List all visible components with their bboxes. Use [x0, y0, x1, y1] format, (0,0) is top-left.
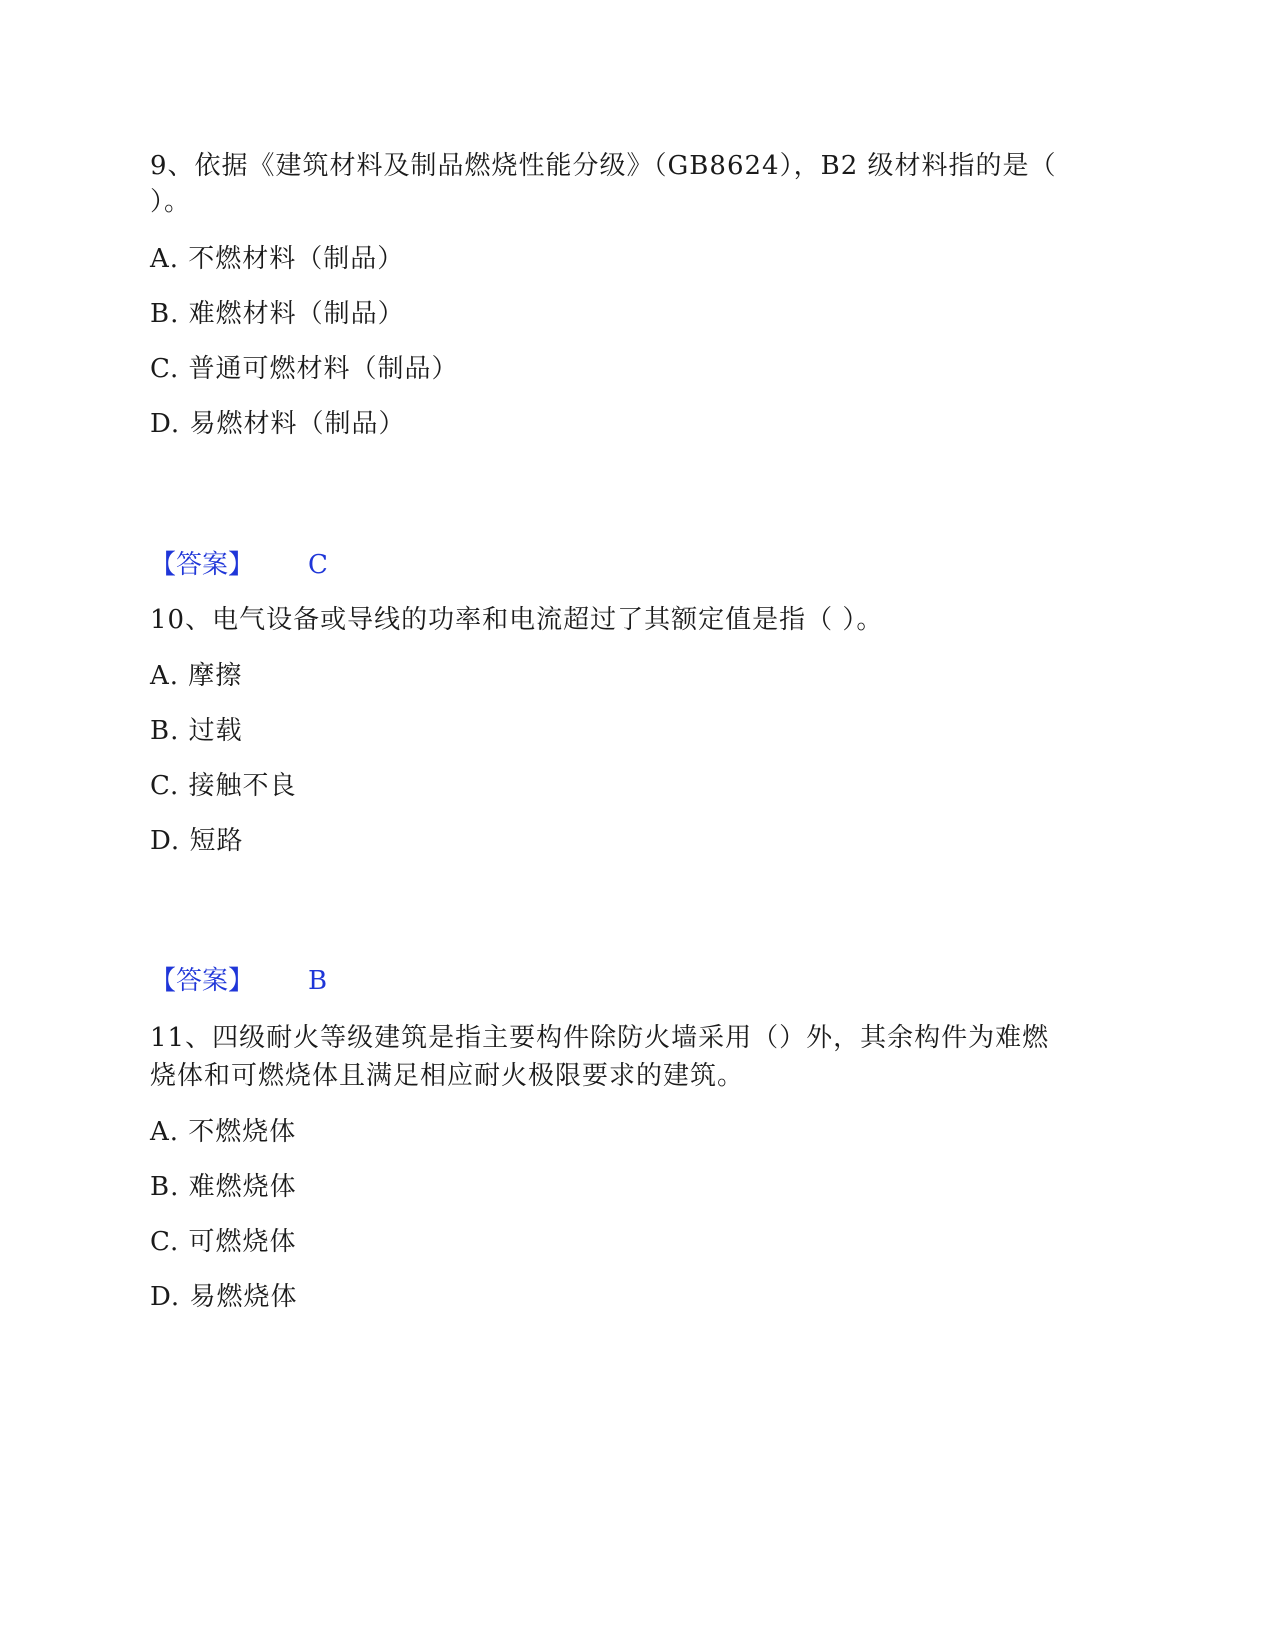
question-11-stem-line-2: 烧体和可燃烧体且满足相应耐火极限要求的建筑。: [150, 1061, 745, 1091]
question-10-option-a: A. 摩擦: [150, 661, 243, 691]
question-9-stem-line-2: ）。: [150, 187, 192, 217]
question-10-option-c: C. 接触不良: [150, 771, 297, 801]
question-11-option-d: D. 易燃烧体: [150, 1282, 298, 1312]
question-9-option-c: C. 普通可燃材料（制品）: [150, 354, 459, 384]
question-11-stem-line-1: 11、四级耐火等级建筑是指主要构件除防火墙采用（）外，其余构件为难燃: [150, 1023, 1050, 1053]
question-9-option-b: B. 难燃材料（制品）: [150, 299, 405, 329]
question-10-answer: [150, 964, 370, 998]
answer-value: C: [308, 550, 328, 580]
answer-value: B: [308, 966, 328, 996]
answer-label: 【答案】: [150, 550, 255, 580]
question-11-option-a: A. 不燃烧体: [150, 1117, 297, 1147]
question-10-option-d: D. 短路: [150, 826, 244, 856]
question-10-stem-line-1: 10、电气设备或导线的功率和电流超过了其额定值是指（ ）。: [150, 605, 884, 635]
question-10-option-b: B. 过载: [150, 716, 243, 746]
question-11-option-c: C. 可燃烧体: [150, 1227, 297, 1257]
question-11-option-b: B. 难燃烧体: [150, 1172, 297, 1202]
question-9-option-a: A. 不燃材料（制品）: [150, 244, 405, 274]
question-9-stem-line-1: 9、依据《建筑材料及制品燃烧性能分级》（GB8624），B2 级材料指的是（: [150, 151, 1057, 181]
answer-label: 【答案】: [150, 966, 255, 996]
question-9-option-d: D. 易燃材料（制品）: [150, 409, 406, 439]
question-9-answer: [150, 548, 370, 582]
